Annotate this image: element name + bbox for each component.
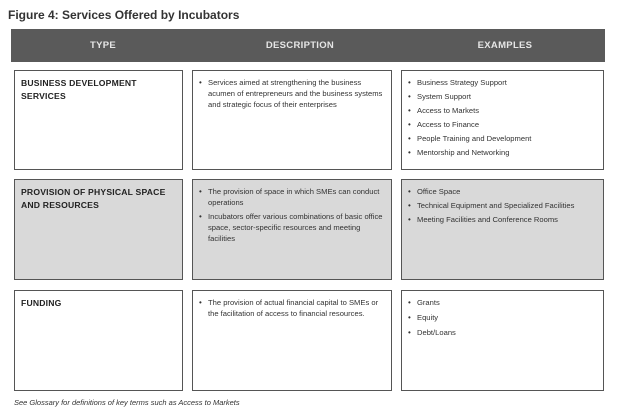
type-label: BUSINESS DEVELOPMENT SERVICES bbox=[21, 78, 137, 101]
header-description: DESCRIPTION bbox=[265, 40, 335, 51]
example-item: • Access to Finance bbox=[408, 119, 597, 130]
type-cell-physical-space bbox=[14, 179, 183, 280]
example-item: • Access to Markets bbox=[408, 105, 597, 116]
description-cell-funding bbox=[192, 290, 392, 391]
example-item: • Office Space bbox=[408, 186, 597, 197]
example-item: • System Support bbox=[408, 91, 597, 102]
example-item: • Equity bbox=[408, 312, 597, 323]
example-item: • Mentorship and Networking bbox=[408, 147, 597, 158]
example-item: • Business Strategy Support bbox=[408, 77, 597, 88]
example-item: • People Training and Development bbox=[408, 133, 597, 144]
type-cell-business-development bbox=[14, 70, 183, 170]
examples-cell-physical-space bbox=[401, 179, 604, 280]
example-item: • Debt/Loans bbox=[408, 327, 597, 338]
description-cell-physical-space bbox=[192, 179, 392, 280]
description-item: • Services aimed at strengthening the business acumen of entrepreneurs and the business systems and strategic focus of their enterprises bbox=[199, 77, 385, 110]
type-label: FUNDING bbox=[21, 298, 62, 308]
table-header bbox=[11, 29, 605, 62]
example-item: • Grants bbox=[408, 297, 597, 308]
description-item: • The provision of space in which SMEs can conduct operations bbox=[199, 186, 385, 208]
footnote: See Glossary for definitions of key terms such as Access to Markets bbox=[14, 398, 240, 407]
example-item: • Technical Equipment and Specialized Facilities bbox=[408, 200, 597, 211]
type-cell-funding bbox=[14, 290, 183, 391]
description-item: • The provision of actual financial capital to SMEs or the facilitation of access to financial resources. bbox=[199, 297, 385, 319]
figure-title: Figure 4: Services Offered by Incubators bbox=[8, 8, 240, 22]
examples-cell-funding bbox=[401, 290, 604, 391]
examples-cell-business-development bbox=[401, 70, 604, 170]
header-type: TYPE bbox=[89, 40, 116, 51]
example-item: • Meeting Facilities and Conference Rooms bbox=[408, 214, 597, 225]
header-examples: EXAMPLES bbox=[477, 40, 533, 51]
description-cell-business-development bbox=[192, 70, 392, 170]
type-label: PROVISION OF PHYSICAL SPACE AND RESOURCES bbox=[21, 187, 166, 210]
description-item: • Incubators offer various combinations of basic office space, sector-specific resources and meeting facilities bbox=[199, 211, 385, 244]
